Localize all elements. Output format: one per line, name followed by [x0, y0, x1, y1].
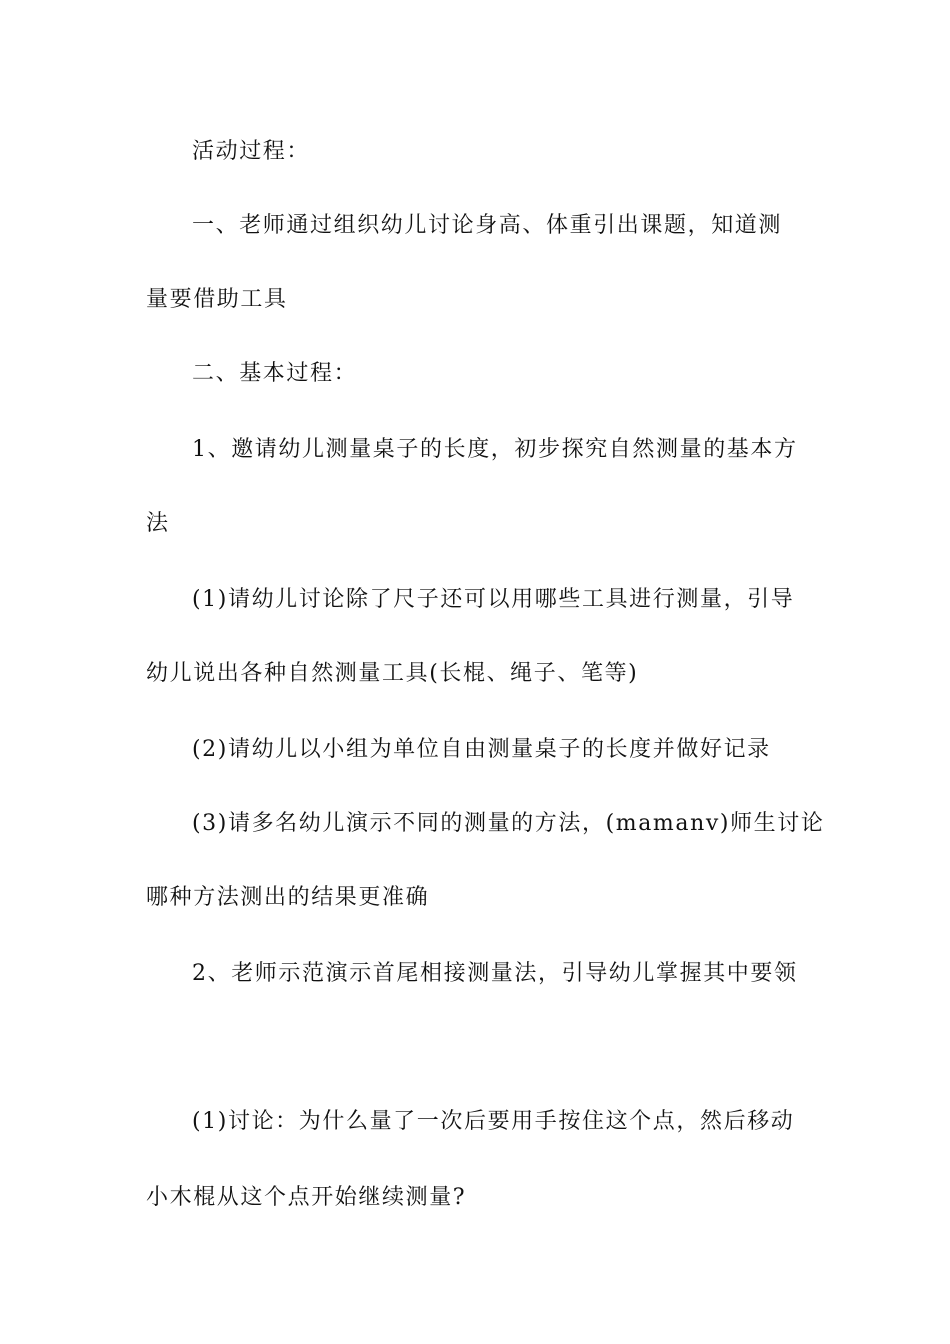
paragraph-line: 2、老师示范演示首尾相接测量法，引导幼儿掌握其中要领 — [192, 961, 798, 986]
paragraph-line: (1)讨论：为什么量了一次后要用手按住这个点，然后移动 — [192, 1109, 795, 1134]
paragraph-line: 1、邀请幼儿测量桌子的长度，初步探究自然测量的基本方 — [192, 437, 798, 462]
paragraph-line: 法 — [146, 511, 170, 536]
paragraph-line: 小木棍从这个点开始继续测量? — [146, 1185, 467, 1210]
paragraph-line: 量要借助工具 — [146, 287, 288, 312]
paragraph-line: (2)请幼儿以小组为单位自由测量桌子的长度并做好记录 — [192, 737, 771, 762]
paragraph-line: (3)请多名幼儿演示不同的测量的方法，(mamanv)师生讨论 — [192, 811, 825, 836]
section-heading-basic-process: 二、基本过程： — [192, 361, 358, 386]
paragraph-line: 哪种方法测出的结果更准确 — [146, 885, 430, 910]
paragraph-line: (1)请幼儿讨论除了尺子还可以用哪些工具进行测量，引导 — [192, 587, 795, 612]
paragraph-line: 一、老师通过组织幼儿讨论身高、体重引出课题，知道测 — [192, 213, 783, 238]
section-heading-activity-process: 活动过程： — [192, 139, 311, 164]
paragraph-line: 幼儿说出各种自然测量工具(长棍、绳子、笔等) — [146, 661, 639, 686]
